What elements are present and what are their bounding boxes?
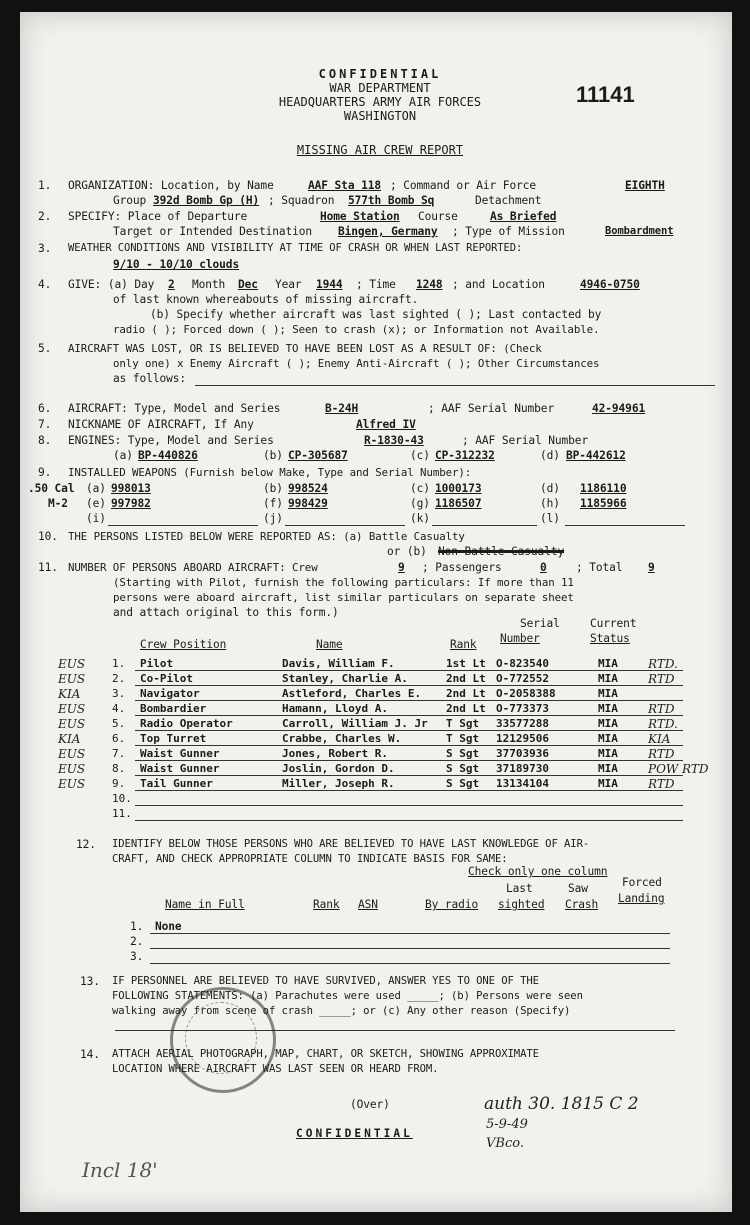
crew-mark: KIA bbox=[58, 687, 81, 701]
q12-header-last-1: Last bbox=[506, 882, 533, 895]
circular-stamp bbox=[170, 987, 276, 1093]
crew-rank: 2nd Lt bbox=[446, 702, 486, 715]
crew-rank: S Sgt bbox=[446, 777, 480, 790]
over-label: (Over) bbox=[350, 1098, 390, 1111]
q12-check-only-one: Check only one column bbox=[468, 865, 608, 878]
q12-line2: CRAFT, AND CHECK APPROPRIATE COLUMN TO INDICATE BASIS FOR SAME: bbox=[112, 853, 508, 865]
document-number: 11141 bbox=[576, 82, 635, 107]
crew-name: Crabbe, Charles W. bbox=[282, 732, 402, 745]
crew-row-line bbox=[135, 700, 683, 701]
crew-row bbox=[20, 732, 732, 745]
q8-model: R-1830-43 bbox=[364, 434, 424, 447]
crew-row bbox=[20, 807, 732, 820]
q11-line3: persons were aboard aircraft, list similar particulars on separate sheet bbox=[113, 591, 574, 604]
q11-line4: and attach original to this form.) bbox=[113, 606, 339, 619]
q5-line1: AIRCRAFT WAS LOST, OR IS BELIEVED TO HAVE BEEN LOST AS A RESULT OF: (Check bbox=[68, 342, 542, 355]
q9-blank-i bbox=[108, 525, 258, 526]
crew-row bbox=[20, 777, 732, 790]
q9-k-label: (k) bbox=[410, 512, 430, 525]
q9-i-label: (i) bbox=[86, 512, 106, 525]
crew-rank: S Sgt bbox=[446, 747, 480, 760]
headquarters: HEADQUARTERS ARMY AIR FORCES bbox=[278, 95, 482, 109]
crew-number: 2. bbox=[112, 672, 126, 685]
q12-header-name: Name in Full bbox=[165, 898, 245, 911]
classification-bottom: CONFIDENTIAL bbox=[296, 1127, 413, 1140]
crew-serial: 33577288 bbox=[496, 717, 549, 730]
q1-label-d: ; Squadron bbox=[268, 194, 335, 207]
crew-position: Waist Gunner bbox=[140, 762, 220, 775]
crew-header-position: Crew Position bbox=[140, 638, 227, 651]
crew-mark: EUS bbox=[58, 672, 86, 686]
q1-label-a: ORGANIZATION: Location, by Name bbox=[68, 179, 274, 192]
q8-label-a: ENGINES: Type, Model and Series bbox=[68, 434, 274, 447]
q11-passengers: 0 bbox=[540, 561, 547, 574]
q9-l-label: (l) bbox=[540, 512, 560, 525]
q12-header-radio: By radio bbox=[425, 898, 479, 911]
q12-header-forced-1: Forced bbox=[622, 876, 662, 889]
crew-rank: S Sgt bbox=[446, 762, 480, 775]
crew-note: POW RTD bbox=[648, 762, 709, 776]
q9-weapon-d: 1186110 bbox=[580, 482, 627, 495]
q9-label: INSTALLED WEAPONS (Furnish below Make, Type and Serial Number): bbox=[68, 466, 472, 479]
q4-location: 4946-0750 bbox=[580, 278, 640, 291]
q4-label-c: Year bbox=[275, 278, 302, 291]
q12-row-2-number: 2. bbox=[130, 935, 144, 948]
q8-b-label: (b) bbox=[263, 449, 283, 462]
crew-rank: 2nd Lt bbox=[446, 672, 486, 685]
crew-row bbox=[20, 702, 732, 715]
q12-number: 12. bbox=[76, 838, 96, 851]
q8-a-label: (a) bbox=[113, 449, 133, 462]
q2-number: 2. bbox=[38, 210, 52, 223]
q8-label-b: ; AAF Serial Number bbox=[462, 434, 589, 447]
q2-course: As Briefed bbox=[490, 210, 557, 223]
q5-number: 5. bbox=[38, 342, 52, 355]
q2-label-a: SPECIFY: Place of Departure bbox=[68, 210, 248, 223]
q12-row-1-number: 1. bbox=[130, 920, 144, 933]
q12-header-saw-2: Crash bbox=[565, 898, 599, 911]
q12-line-2 bbox=[150, 948, 670, 949]
q1-group: 392d Bomb Gp (H) bbox=[153, 194, 260, 207]
q9-weapon-c: 1000173 bbox=[435, 482, 482, 495]
q1-squadron: 577th Bomb Sq bbox=[348, 194, 435, 207]
q4-label-e: ; and Location bbox=[452, 278, 545, 291]
q10-struck: Non-Battle Casualty bbox=[438, 545, 565, 558]
crew-mark: EUS bbox=[58, 747, 86, 761]
crew-row-line bbox=[135, 805, 683, 806]
q9-weapon-h: 1185966 bbox=[580, 497, 627, 510]
crew-position: Pilot bbox=[140, 657, 174, 670]
report-title: MISSING AIR CREW REPORT bbox=[296, 143, 464, 157]
q4-label-d: ; Time bbox=[356, 278, 396, 291]
q6-serial: 42-94961 bbox=[592, 402, 646, 415]
q2-departure: Home Station bbox=[320, 210, 400, 223]
q8-engine-c: CP-312232 bbox=[435, 449, 495, 462]
q8-engine-d: BP-442612 bbox=[566, 449, 626, 462]
crew-serial: 13134104 bbox=[496, 777, 549, 790]
crew-number: 6. bbox=[112, 732, 126, 745]
crew-header-serial-2: Number bbox=[500, 632, 540, 645]
q1-number: 1. bbox=[38, 179, 52, 192]
q11-label-b: ; Passengers bbox=[422, 561, 502, 574]
q11-label-a: NUMBER OF PERSONS ABOARD AIRCRAFT: Crew bbox=[68, 561, 318, 574]
q13-line3: walking away from scene of crash _____; or (c) Any other reason (Specify) bbox=[112, 1005, 571, 1017]
crew-number: 7. bbox=[112, 747, 126, 760]
crew-status: MIA bbox=[598, 762, 618, 775]
crew-position: Radio Operator bbox=[140, 717, 233, 730]
crew-mark: KIA bbox=[58, 732, 81, 746]
crew-row-line bbox=[135, 820, 683, 821]
q14-line2: LOCATION WHERE AIRCRAFT WAS LAST SEEN OR HEARD FROM. bbox=[112, 1063, 439, 1075]
q12-header-rank: Rank bbox=[313, 898, 340, 911]
q9-b-label: (b) bbox=[263, 482, 283, 495]
city: WASHINGTON bbox=[343, 109, 417, 123]
crew-name: Hamann, Lloyd A. bbox=[282, 702, 388, 715]
q7-label: NICKNAME OF AIRCRAFT, If Any bbox=[68, 418, 254, 431]
q9-number: 9. bbox=[38, 466, 52, 479]
crew-name: Davis, William F. bbox=[282, 657, 395, 670]
q9-blank-l bbox=[565, 525, 685, 526]
crew-row bbox=[20, 672, 732, 685]
crew-row bbox=[20, 717, 732, 730]
crew-serial: O-773373 bbox=[496, 702, 549, 715]
crew-name: Joslin, Gordon D. bbox=[282, 762, 395, 775]
crew-serial: O-823540 bbox=[496, 657, 549, 670]
q9-g-label: (g) bbox=[410, 497, 430, 510]
crew-row-line bbox=[135, 670, 683, 671]
report-page bbox=[20, 12, 732, 1212]
q4-label-a: GIVE: (a) Day bbox=[68, 278, 155, 291]
q9-weapon-a: 998013 bbox=[111, 482, 151, 495]
crew-header-name: Name bbox=[316, 638, 343, 651]
crew-status: MIA bbox=[598, 702, 618, 715]
q9-h-label: (h) bbox=[540, 497, 560, 510]
crew-name: Miller, Joseph R. bbox=[282, 777, 395, 790]
q11-line2: (Starting with Pilot, furnish the following particulars: If more than 11 bbox=[113, 576, 574, 589]
q9-weapon-b: 998524 bbox=[288, 482, 328, 495]
handwritten-incl: Incl 18' bbox=[82, 1158, 158, 1182]
q12-header-last-2: sighted bbox=[498, 898, 545, 911]
q12-line1: IDENTIFY BELOW THOSE PERSONS WHO ARE BELIEVED TO HAVE LAST KNOWLEDGE OF AIR- bbox=[112, 838, 590, 850]
q3-number: 3. bbox=[38, 242, 52, 255]
q5-line2: only one) x Enemy Aircraft ( ); Enemy Anti-Aircraft ( ); Other Circumstances bbox=[113, 357, 600, 370]
q4-day: 2 bbox=[168, 278, 175, 291]
q9-cal-label: .50 Cal bbox=[28, 482, 75, 495]
q9-blank-j bbox=[285, 525, 405, 526]
crew-status: MIA bbox=[598, 657, 618, 670]
q8-d-label: (d) bbox=[540, 449, 560, 462]
crew-position: Waist Gunner bbox=[140, 747, 220, 760]
q14-number: 14. bbox=[80, 1048, 100, 1061]
q7-nickname: Alfred IV bbox=[356, 418, 416, 431]
q12-row-1-name: None bbox=[155, 920, 182, 933]
crew-note: RTD bbox=[648, 747, 675, 761]
q8-number: 8. bbox=[38, 434, 52, 447]
crew-serial: O-772552 bbox=[496, 672, 549, 685]
crew-row bbox=[20, 687, 732, 700]
q13-line1: IF PERSONNEL ARE BELIEVED TO HAVE SURVIVED, ANSWER YES TO ONE OF THE bbox=[112, 975, 539, 987]
q4-line3: (b) Specify whether aircraft was last sighted ( ); Last contacted by bbox=[150, 308, 602, 321]
crew-row-line bbox=[135, 685, 683, 686]
crew-note: RTD bbox=[648, 672, 675, 686]
crew-serial: O-2058388 bbox=[496, 687, 556, 700]
crew-rank: 1st Lt bbox=[446, 657, 486, 670]
q5-blank-line bbox=[195, 385, 715, 386]
q6-model: B-24H bbox=[325, 402, 359, 415]
crew-row-line bbox=[135, 790, 683, 791]
crew-serial: 12129506 bbox=[496, 732, 549, 745]
q9-e-label: (e) bbox=[86, 497, 106, 510]
crew-number: 11. bbox=[112, 807, 132, 820]
q4-year: 1944 bbox=[316, 278, 343, 291]
q12-header-asn: ASN bbox=[358, 898, 378, 911]
crew-header-status-2: Status bbox=[590, 632, 630, 645]
q3-label: WEATHER CONDITIONS AND VISIBILITY AT TIME OF CRASH OR WHEN LAST REPORTED: bbox=[68, 242, 523, 254]
crew-number: 5. bbox=[112, 717, 126, 730]
q7-number: 7. bbox=[38, 418, 52, 431]
q9-a-label: (a) bbox=[86, 482, 106, 495]
crew-name: Carroll, William J. Jr bbox=[282, 717, 428, 730]
q2-target: Bingen, Germany bbox=[338, 225, 438, 238]
q2-label-d: ; Type of Mission bbox=[452, 225, 565, 238]
q11-label-c: ; Total bbox=[576, 561, 623, 574]
crew-header-status-1: Current bbox=[590, 617, 637, 630]
q3-weather: 9/10 - 10/10 clouds bbox=[113, 258, 240, 271]
crew-row bbox=[20, 762, 732, 775]
q12-line-1 bbox=[150, 933, 670, 934]
crew-number: 8. bbox=[112, 762, 126, 775]
q8-engine-a: BP-440826 bbox=[138, 449, 198, 462]
q2-mission: Bombardment bbox=[605, 225, 674, 237]
crew-name: Stanley, Charlie A. bbox=[282, 672, 408, 685]
crew-row-line bbox=[135, 715, 683, 716]
q1-location: AAF Sta 118 bbox=[308, 179, 381, 192]
q9-d-label: (d) bbox=[540, 482, 560, 495]
crew-position: Tail Gunner bbox=[140, 777, 213, 790]
crew-row bbox=[20, 657, 732, 670]
crew-note: RTD bbox=[648, 777, 675, 791]
q14-line1: ATTACH AERIAL PHOTOGRAPH, MAP, CHART, OR SKETCH, SHOWING APPROXIMATE bbox=[112, 1048, 539, 1060]
crew-position: Top Turret bbox=[140, 732, 207, 745]
q9-blank-k bbox=[432, 525, 537, 526]
crew-note: RTD. bbox=[648, 717, 678, 731]
q2-label-c: Target or Intended Destination bbox=[113, 225, 313, 238]
q4-time: 1248 bbox=[416, 278, 443, 291]
q4-line2: of last known whereabouts of missing aircraft. bbox=[113, 293, 419, 306]
crew-position: Co-Pilot bbox=[140, 672, 193, 685]
crew-row bbox=[20, 792, 732, 805]
crew-row-line bbox=[135, 760, 683, 761]
handwritten-initials: VBco. bbox=[486, 1136, 524, 1151]
q9-weapon-e: 997982 bbox=[111, 497, 151, 510]
q12-header-forced-2: Landing bbox=[618, 892, 665, 905]
crew-row-line bbox=[135, 745, 683, 746]
crew-name: Jones, Robert R. bbox=[282, 747, 388, 760]
crew-number: 3. bbox=[112, 687, 126, 700]
crew-rank: T Sgt bbox=[446, 717, 480, 730]
q9-weapon-g: 1186507 bbox=[435, 497, 482, 510]
handwritten-date: 5-9-49 bbox=[486, 1117, 528, 1132]
q6-number: 6. bbox=[38, 402, 52, 415]
q5-line3: as follows: bbox=[113, 372, 186, 385]
crew-status: MIA bbox=[598, 732, 618, 745]
crew-row-line bbox=[135, 730, 683, 731]
crew-note: RTD. bbox=[648, 657, 678, 671]
q1-label-e: Detachment bbox=[475, 194, 542, 207]
crew-name: Astleford, Charles E. bbox=[282, 687, 422, 700]
crew-number: 9. bbox=[112, 777, 126, 790]
q11-crew: 9 bbox=[398, 561, 405, 574]
q4-line4: radio ( ); Forced down ( ); Seen to crash (x); or Information not Available. bbox=[113, 323, 600, 336]
crew-row-line bbox=[135, 775, 683, 776]
q4-number: 4. bbox=[38, 278, 52, 291]
q1-label-b: ; Command or Air Force bbox=[390, 179, 536, 192]
crew-serial: 37189730 bbox=[496, 762, 549, 775]
q10-number: 10. bbox=[38, 530, 58, 543]
q8-c-label: (c) bbox=[410, 449, 430, 462]
q9-f-label: (f) bbox=[263, 497, 283, 510]
q9-m2-label: M-2 bbox=[48, 497, 68, 510]
q6-label-a: AIRCRAFT: Type, Model and Series bbox=[68, 402, 281, 415]
crew-number: 4. bbox=[112, 702, 126, 715]
crew-row bbox=[20, 747, 732, 760]
crew-mark: EUS bbox=[58, 657, 86, 671]
q12-row-3-number: 3. bbox=[130, 950, 144, 963]
crew-serial: 37703936 bbox=[496, 747, 549, 760]
q6-label-b: ; AAF Serial Number bbox=[428, 402, 555, 415]
q13-line2: FOLLOWING STATEMENTS: (a) Parachutes were used _____; (b) Persons were seen bbox=[112, 990, 583, 1002]
crew-status: MIA bbox=[598, 717, 618, 730]
crew-position: Navigator bbox=[140, 687, 200, 700]
q11-total: 9 bbox=[648, 561, 655, 574]
q11-number: 11. bbox=[38, 561, 58, 574]
q12-header-saw-1: Saw bbox=[568, 882, 588, 895]
crew-number: 10. bbox=[112, 792, 132, 805]
crew-note: RTD bbox=[648, 702, 675, 716]
q8-engine-b: CP-305687 bbox=[288, 449, 348, 462]
crew-mark: EUS bbox=[58, 762, 86, 776]
q12-line-3 bbox=[150, 963, 670, 964]
q9-c-label: (c) bbox=[410, 482, 430, 495]
q4-label-b: Month bbox=[192, 278, 226, 291]
crew-mark: EUS bbox=[58, 777, 86, 791]
q1-label-c: Group bbox=[113, 194, 147, 207]
handwritten-auth: auth 30. 1815 C 2 bbox=[484, 1094, 639, 1114]
crew-mark: EUS bbox=[58, 702, 86, 716]
war-department: WAR DEPARTMENT bbox=[329, 81, 431, 95]
q10-line1: THE PERSONS LISTED BELOW WERE REPORTED AS: (a) Battle Casualty bbox=[68, 530, 465, 543]
crew-status: MIA bbox=[598, 672, 618, 685]
crew-header-serial-1: Serial bbox=[520, 617, 560, 630]
crew-status: MIA bbox=[598, 747, 618, 760]
crew-position: Bombardier bbox=[140, 702, 207, 715]
q13-number: 13. bbox=[80, 975, 100, 988]
q2-label-b: Course bbox=[418, 210, 458, 223]
q1-command: EIGHTH bbox=[625, 179, 665, 192]
q4-month: Dec bbox=[238, 278, 258, 291]
crew-status: MIA bbox=[598, 777, 618, 790]
crew-header-rank: Rank bbox=[450, 638, 477, 651]
crew-rank: 2nd Lt bbox=[446, 687, 486, 700]
classification-top: CONFIDENTIAL bbox=[318, 67, 442, 81]
q10-line2: or (b) bbox=[387, 545, 427, 558]
q9-weapon-f: 998429 bbox=[288, 497, 328, 510]
crew-rank: T Sgt bbox=[446, 732, 480, 745]
crew-number: 1. bbox=[112, 657, 126, 670]
crew-note: KIA bbox=[648, 732, 671, 746]
q9-j-label: (j) bbox=[263, 512, 283, 525]
crew-mark: EUS bbox=[58, 717, 86, 731]
crew-status: MIA bbox=[598, 687, 618, 700]
